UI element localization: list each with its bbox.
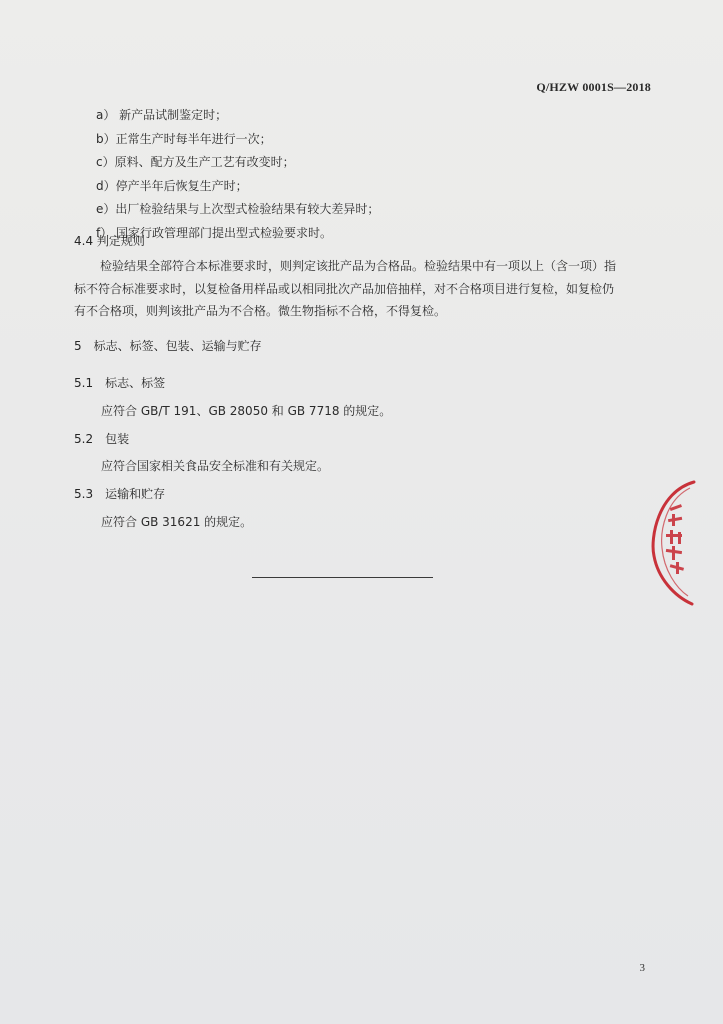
page-number: 3 (639, 962, 645, 974)
section-5-2-heading: 5.2 包装 (74, 432, 130, 446)
paragraph-line: 有不合格项，则判该批产品为不合格。微生物指标不合格，不得复检。 (74, 304, 447, 318)
list-item: d）停产半年后恢复生产时； (96, 178, 248, 193)
inspection-conditions-list (96, 104, 656, 245)
section-4-4-heading: 4.4 判定规则 (74, 234, 145, 248)
list-item: c）原料、配方及生产工艺有改变时； (96, 155, 295, 169)
section-5-1-text: 应符合 GB/T 191、GB 28050 和 GB 7718 的规定。 (101, 404, 392, 418)
list-item: f） 国家行政管理部门提出型式检验要求时。 (96, 225, 333, 240)
section-4-4-paragraph (74, 255, 664, 323)
paragraph-line (74, 255, 664, 278)
list-item: e）出厂检验结果与上次型式检验结果有较大差异时； (96, 202, 380, 216)
standard-code: Q/HZW 0001S—2018 (536, 80, 651, 94)
section-5-3-text: 应符合 GB 31621 的规定。 (101, 515, 253, 529)
paragraph-line: 标不符合标准要求时，以复检备用样品或以相同批次产品加倍抽样，对不合格项目进行复检，如复检仍 (74, 281, 615, 296)
end-of-document-rule (252, 577, 433, 578)
section-5-2-text: 应符合国家相关食品安全标准和有关规定。 (101, 459, 330, 473)
section-5-1-heading: 5.1 标志、标签 (74, 376, 166, 390)
paragraph-line-text: 检验结果全部符合本标准要求时，则判定该批产品为合格品。检验结果中有一项以上（含一项）指 (100, 259, 617, 273)
company-seal-icon (646, 478, 706, 608)
section-5-3-heading: 5.3 运输和贮存 (74, 487, 166, 501)
section-5-heading: 5 标志、标签、包装、运输与贮存 (74, 339, 262, 353)
list-item: b）正常生产时每半年进行一次； (96, 131, 272, 146)
list-item: a） 新产品试制鉴定时； (96, 108, 228, 122)
